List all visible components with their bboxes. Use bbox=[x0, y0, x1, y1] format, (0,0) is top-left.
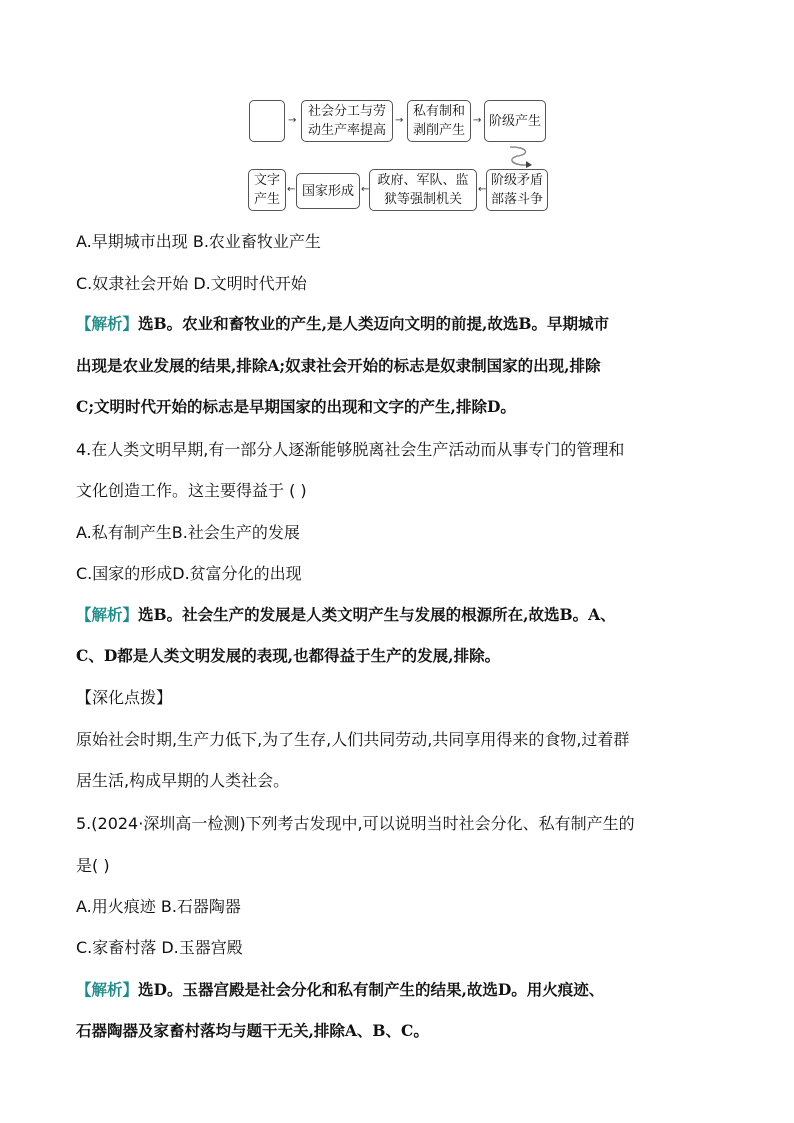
private-ownership-box: 私有制和 剥削产生 bbox=[407, 100, 471, 142]
arrow-right-icon: → bbox=[288, 115, 297, 126]
analysis-text: 选D。玉器宫殿是社会分化和私有制产生的结果,故选D。用火痕迹、 bbox=[138, 980, 605, 999]
q3-analysis-line-1 bbox=[76, 314, 609, 334]
q3-options-ab: A.早期城市出现 B.农业畜牧业产生 bbox=[76, 232, 321, 251]
deepen-title: 【深化点拨】 bbox=[76, 688, 173, 707]
arrow-right-icon: → bbox=[395, 115, 404, 126]
q5-stem-line-1: 5.(2024·深圳高一检测)下列考古发现中,可以说明当时社会分化、私有制产生的 bbox=[76, 814, 635, 833]
blank-box bbox=[249, 100, 285, 142]
arrow-left-icon: ← bbox=[361, 184, 370, 195]
q5-stem-line-2: 是( ) bbox=[76, 856, 110, 875]
q4-options-cd: C.国家的形成D.贫富分化的出现 bbox=[76, 564, 302, 583]
q5-analysis-line-2: 石器陶器及家畜村落均与题干无关,排除A、B、C。 bbox=[76, 1021, 429, 1040]
deepen-line-2: 居生活,构成早期的人类社会。 bbox=[76, 771, 290, 790]
analysis-text: 选B。农业和畜牧业的产生,是人类迈向文明的前提,故选B。早期城市 bbox=[138, 314, 610, 333]
q5-options-cd: C.家畜村落 D.玉器宫殿 bbox=[76, 938, 243, 957]
class-conflict-box: 阶级矛盾 部落斗争 bbox=[486, 169, 548, 211]
writing-box: 文字 产生 bbox=[248, 169, 286, 211]
coercive-organs-box: 政府、军队、监 狱等强制机关 bbox=[369, 169, 477, 211]
q4-analysis-line-2: C、D都是人类文明发展的表现,也都得益于生产的发展,排除。 bbox=[76, 646, 501, 665]
q4-stem-line-1: 4.在人类文明早期,有一部分人逐渐能够脱离社会生产活动而从事专门的管理和 bbox=[76, 440, 625, 459]
state-formation-box: 国家形成 bbox=[296, 173, 360, 209]
deepen-line-1: 原始社会时期,生产力低下,为了生存,人们共同劳动,共同享用得来的食物,过着群 bbox=[76, 730, 630, 749]
q3-analysis-line-2: 出现是农业发展的结果,排除A;奴隶社会开始的标志是奴隶制国家的出现,排除 bbox=[76, 356, 601, 375]
analysis-tag: 【解析】 bbox=[76, 981, 139, 999]
division-of-labor-box: 社会分工与劳 动生产率提高 bbox=[301, 100, 393, 142]
q3-options-cd: C.奴隶社会开始 D.文明时代开始 bbox=[76, 274, 307, 293]
q5-analysis-line-1 bbox=[76, 980, 604, 1000]
arrow-right-icon: → bbox=[473, 115, 482, 126]
q3-analysis-line-3: C;文明时代开始的标志是早期国家的出现和文字的产生,排除D。 bbox=[76, 397, 516, 416]
curved-arrow-icon bbox=[504, 144, 536, 168]
analysis-tag: 【解析】 bbox=[76, 606, 139, 624]
q4-options-ab: A.私有制产生B.社会生产的发展 bbox=[76, 523, 300, 542]
q5-options-ab: A.用火痕迹 B.石器陶器 bbox=[76, 897, 241, 916]
class-emergence-box: 阶级产生 bbox=[484, 100, 546, 142]
analysis-text: 选B。社会生产的发展是人类文明产生与发展的根源所在,故选B。A、 bbox=[138, 605, 616, 624]
flow-diagram bbox=[246, 98, 548, 216]
arrow-left-icon: ← bbox=[287, 184, 296, 195]
q4-analysis-line-1 bbox=[76, 605, 616, 625]
analysis-tag: 【解析】 bbox=[76, 315, 139, 333]
q4-stem-line-2: 文化创造工作。这主要得益于 ( ) bbox=[76, 481, 307, 500]
arrow-left-icon: ← bbox=[478, 184, 487, 195]
